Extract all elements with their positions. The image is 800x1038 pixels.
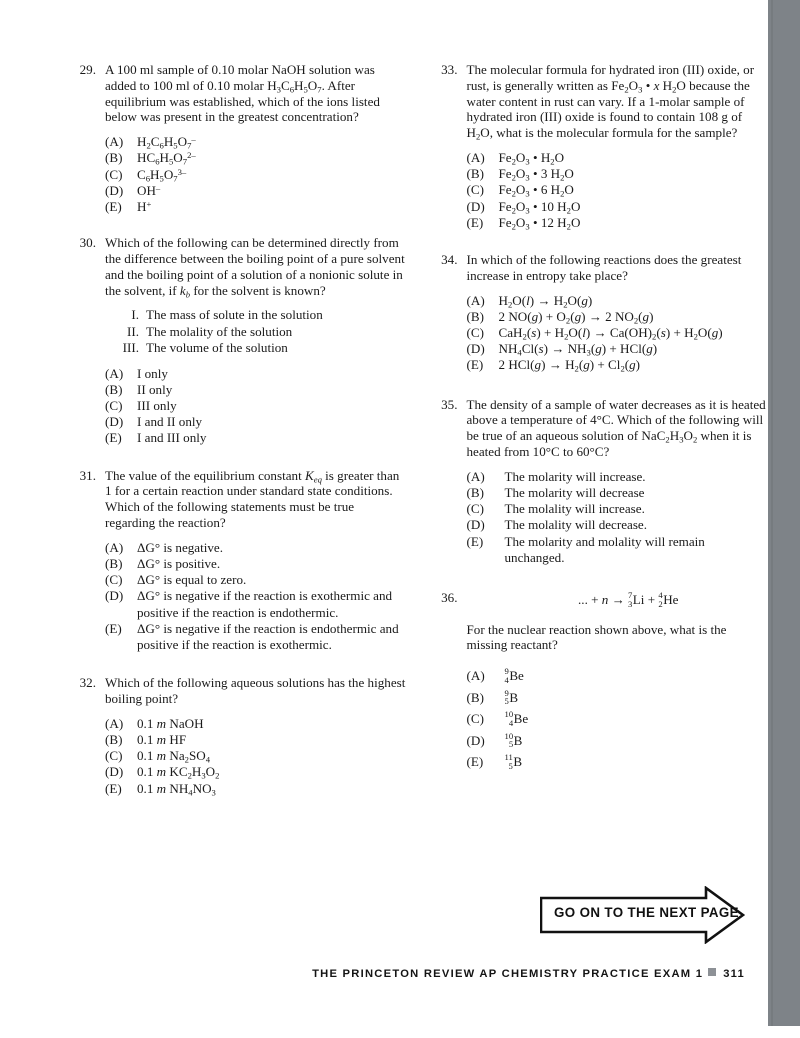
- question-number: 31.: [79, 467, 96, 483]
- question-stem: The density of a sample of water decreases as it is heated above a temperature of 4°C. Which of the following will be true of an aqueous solution of $NaC_2H_3O_2$ when it is heated from 10°C to 60°C?: [466, 396, 766, 459]
- choice-label: (D): [105, 414, 124, 430]
- question-31: [68, 468, 407, 654]
- choice-label: (C): [105, 572, 123, 588]
- choice-text: ΔG° is negative.: [137, 539, 224, 555]
- roman-item-i: [105, 307, 407, 323]
- choice-text: 0.1 m $KC_2H_3O_2$: [137, 764, 220, 781]
- choice-text: ΔG° is positive.: [137, 556, 221, 572]
- choice-b[interactable]: [467, 309, 769, 325]
- choice-label: (D): [466, 732, 485, 748]
- choice-text: ΔG° is negative if the reaction is exothermic and positive if the reaction is endothermic.: [137, 588, 393, 620]
- choice-text: $Fe_2O_3$ • 3 $H_2O$: [498, 166, 574, 183]
- page-edge-bar: [768, 0, 800, 1026]
- choice-label: (A): [105, 715, 124, 731]
- choice-text: $Fe_2O_3$ • $H_2O$: [498, 149, 565, 167]
- choice-a[interactable]: [105, 134, 407, 150]
- mass-number-stack: 4 2: [658, 590, 663, 609]
- question-stem: The value of the equilibrium constant $K_{eq}$ is greater than 1 for a certain reaction under standard state conditions. Which of the following statements must be true regarding the reaction?: [105, 467, 400, 531]
- mass-number-stack: 11 5: [504, 752, 513, 771]
- choice-label: (E): [466, 533, 484, 549]
- choice-text: I and II only: [137, 414, 203, 430]
- choice-d[interactable]: [105, 764, 407, 780]
- choice-text: 11 5 B: [504, 752, 523, 771]
- choice-a[interactable]: [467, 665, 769, 687]
- roman-item-iii: [105, 340, 407, 356]
- choice-list: [105, 540, 407, 653]
- question-number: 34.: [441, 252, 458, 267]
- question-number: 29.: [79, 62, 96, 77]
- choice-text: II only: [137, 381, 173, 397]
- choice-label: (E): [105, 199, 122, 214]
- choice-list: [105, 134, 407, 215]
- choice-b[interactable]: [467, 166, 769, 182]
- choice-label: (C): [105, 398, 123, 414]
- choice-label: (B): [105, 732, 123, 748]
- choice-c[interactable]: [467, 501, 769, 517]
- choice-label: (C): [105, 748, 123, 764]
- choice-c[interactable]: [467, 182, 769, 198]
- roman-text: The molality of the solution: [146, 323, 293, 339]
- choice-label: (B): [466, 308, 484, 324]
- footer-square-icon: [708, 968, 716, 976]
- choice-label: (E): [105, 430, 122, 446]
- right-column: [430, 62, 769, 814]
- choice-text: ΔG° is negative if the reaction is endothermic and positive if the reaction is exothermic.: [137, 620, 399, 653]
- choice-list: [467, 150, 769, 231]
- choice-c[interactable]: [105, 748, 407, 764]
- choice-label: (C): [105, 166, 123, 182]
- choice-label: (A): [105, 365, 124, 381]
- mass-number-stack: 9 5: [504, 687, 509, 707]
- choice-label: (A): [105, 539, 124, 555]
- choice-d[interactable]: [467, 517, 769, 533]
- question-stem: For the nuclear reaction shown above, what is the missing reactant?: [466, 621, 727, 653]
- choice-a[interactable]: [105, 716, 407, 732]
- choice-text: $HC_6H_5O_7^{2-}$: [137, 150, 196, 167]
- choice-b[interactable]: [467, 687, 769, 709]
- choice-c[interactable]: [105, 167, 407, 183]
- roman-numeral: III.: [122, 340, 139, 356]
- choice-e[interactable]: [105, 199, 407, 215]
- question-stem: Which of the following aqueous solutions has the highest boiling point?: [105, 675, 406, 707]
- choice-label: (E): [466, 754, 484, 770]
- choice-d[interactable]: [105, 183, 407, 199]
- left-column: [68, 62, 407, 814]
- choice-text: $Fe_2O_3$ • 6 $H_2O$: [498, 182, 574, 199]
- choice-e[interactable]: [467, 357, 769, 373]
- choice-text: 9 4 Be: [504, 666, 524, 685]
- choice-a[interactable]: [105, 366, 407, 382]
- roman-numeral: I.: [131, 307, 139, 323]
- choice-text: The molarity will decrease: [504, 485, 645, 500]
- page-footer: [0, 968, 745, 980]
- choice-list: [105, 716, 407, 797]
- choice-label: (B): [105, 150, 123, 166]
- question-34: [430, 252, 769, 374]
- choice-label: (E): [466, 357, 484, 373]
- choice-text: III only: [137, 398, 177, 414]
- choice-text: 10 4 Be: [504, 709, 529, 728]
- choice-label: (B): [466, 166, 484, 182]
- choice-label: (C): [466, 182, 484, 198]
- choice-c[interactable]: [467, 708, 769, 730]
- choice-label: (A): [105, 134, 124, 150]
- choice-e[interactable]: [467, 215, 769, 231]
- choice-e[interactable]: [467, 751, 769, 773]
- choice-text: $C_6H_5O_7^{3-}$: [137, 166, 187, 183]
- choice-text: $H_2C_6H_5O_7^-$: [137, 134, 196, 151]
- choice-label: (C): [466, 325, 484, 340]
- roman-text: The volume of the solution: [146, 340, 288, 356]
- choice-text: 0.1 m $NH_4NO_3$: [137, 780, 216, 798]
- choice-d[interactable]: [105, 414, 407, 430]
- question-33: [430, 62, 769, 231]
- choice-text: I only: [137, 365, 168, 381]
- choice-label: (A): [466, 468, 485, 484]
- question-number: 35.: [441, 396, 458, 412]
- choice-text: ΔG° is equal to zero.: [137, 572, 247, 588]
- nuclear-equation: ... + n → 7 3 Li + 4 2 He: [578, 590, 679, 609]
- choice-d[interactable]: [467, 341, 769, 357]
- mass-number-stack: 10 5: [504, 730, 514, 750]
- choice-c[interactable]: [105, 572, 407, 588]
- choice-label: (D): [105, 588, 124, 604]
- question-stem: A 100 ml sample of 0.10 molar NaOH solution was added to 100 ml of 0.10 molar $H_3C_6H_5O_7$. After equilibrium was established, which of the ions listed below was present in the greatest concentration?: [105, 62, 380, 125]
- choice-label: (E): [466, 214, 484, 230]
- choice-text: 2 $NO(g) + O_2(g) \to 2$ $NO_2(g)$: [498, 308, 654, 326]
- choice-label: (D): [466, 341, 485, 357]
- choice-text: $CaH_2(s) + H_2O(l) \to Ca(OH)_2(s) + H_2O(g)$: [498, 325, 723, 342]
- choice-a[interactable]: [467, 150, 769, 166]
- choice-a[interactable]: [467, 293, 769, 309]
- question-stem: In which of the following reactions does the greatest increase in entropy take place?: [466, 252, 742, 283]
- choice-label: (B): [466, 485, 484, 500]
- choice-b[interactable]: [105, 382, 407, 398]
- mass-number-stack: 7 3: [627, 590, 633, 609]
- choice-label: (D): [466, 517, 485, 533]
- question-stem: The molecular formula for hydrated iron (III) oxide, or rust, is generally written as $Fe_2O_3$ • x $H_2O$ because the water content in rust can vary. If a 1-molar sample of hydrated iron (III) oxide is found to contain 108 g of $H_2O$, what is the molecular formula for the sample?: [466, 62, 755, 142]
- choice-label: (D): [105, 182, 124, 198]
- choice-label: (E): [105, 620, 122, 636]
- question-columns: [0, 62, 768, 814]
- mass-number-stack: 9 4: [504, 666, 509, 685]
- choice-label: (D): [105, 764, 124, 780]
- choice-text: The molality will increase.: [504, 501, 645, 517]
- choice-list: [467, 293, 769, 374]
- choice-b[interactable]: [105, 556, 407, 572]
- choice-label: (B): [466, 689, 484, 705]
- choice-text: $Fe_2O_3$ • 10 $H_2O$: [498, 198, 581, 215]
- choice-label: (E): [105, 780, 122, 796]
- question-number: 30.: [79, 235, 96, 251]
- choice-text: 0.1 m NaOH: [137, 715, 204, 731]
- go-on-next-page-label: GO ON TO THE NEXT PAGE: [554, 905, 739, 921]
- roman-numeral: II.: [127, 323, 139, 339]
- choice-d[interactable]: [467, 730, 769, 752]
- choice-label: (A): [466, 668, 485, 684]
- question-35: [430, 397, 769, 566]
- roman-text: The mass of solute in the solution: [146, 307, 323, 323]
- question-number: 33.: [441, 62, 458, 77]
- choice-label: (A): [466, 292, 485, 308]
- question-number: 36.: [441, 590, 458, 606]
- choice-text: 0.1 m HF: [137, 732, 187, 748]
- mass-number-stack: 10 4: [504, 709, 514, 728]
- question-number: 32.: [79, 675, 96, 691]
- roman-list: [105, 307, 407, 356]
- choice-list: [467, 665, 769, 773]
- choice-label: (A): [466, 149, 485, 165]
- question-stem: Which of the following can be determined directly from the difference between the boiling point of a pure solvent and the boiling point of a solution of a nonionic solute in the solvent, if $k_b$ for the solvent is known?: [105, 235, 405, 299]
- choice-text: $H_2O(l) \to H_2O(g)$: [498, 292, 593, 309]
- question-29: [68, 62, 407, 215]
- choice-e[interactable]: [467, 534, 769, 566]
- choice-label: (C): [466, 711, 484, 727]
- choice-e[interactable]: [105, 781, 407, 797]
- page-edge-seam: [771, 0, 773, 1026]
- choice-b[interactable]: [105, 150, 407, 166]
- choice-b[interactable]: [105, 732, 407, 748]
- footer-title: THE PRINCETON REVIEW AP CHEMISTRY PRACTICE EXAM 1: [312, 968, 704, 980]
- choice-text: $Fe_2O_3$ • 12 $H_2O$: [498, 214, 581, 232]
- choice-text: 10 5 B: [504, 730, 523, 750]
- choice-label: (C): [466, 501, 484, 517]
- choice-text: H+: [137, 198, 152, 214]
- question-36: [430, 590, 769, 773]
- choice-b[interactable]: [467, 485, 769, 501]
- choice-a[interactable]: [105, 540, 407, 556]
- choice-e[interactable]: [105, 430, 407, 446]
- choice-label: (B): [105, 381, 123, 397]
- go-on-next-page-banner: [540, 886, 745, 944]
- choice-text: The molarity and molality will remain unchanged.: [504, 533, 705, 565]
- choice-text: I and III only: [137, 430, 207, 446]
- choice-e[interactable]: [105, 621, 407, 653]
- choice-text: $NH_4Cl(s) \to NH_3(g) + HCl(g)$: [498, 341, 658, 358]
- choice-d[interactable]: [467, 199, 769, 215]
- choice-c[interactable]: [467, 325, 769, 341]
- question-30: [68, 235, 407, 446]
- choice-c[interactable]: [105, 398, 407, 414]
- choice-list: [467, 469, 769, 566]
- choice-a[interactable]: [467, 469, 769, 485]
- roman-item-ii: [105, 324, 407, 340]
- choice-text: 0.1 m $Na_2SO_4$: [137, 748, 211, 765]
- choice-text: The molarity will increase.: [504, 468, 646, 484]
- question-32: [68, 675, 407, 797]
- page-number: 311: [723, 968, 745, 980]
- choice-text: The molality will decrease.: [504, 517, 648, 533]
- choice-d[interactable]: [105, 588, 407, 620]
- choice-label: (B): [105, 556, 123, 572]
- choice-list: [105, 366, 407, 447]
- choice-text: 9 5 B: [504, 687, 519, 707]
- choice-text: 2 $HCl(g) \to H_2(g) + Cl_2(g)$: [498, 357, 641, 374]
- choice-text: OH–: [137, 182, 161, 198]
- choice-label: (D): [466, 198, 485, 214]
